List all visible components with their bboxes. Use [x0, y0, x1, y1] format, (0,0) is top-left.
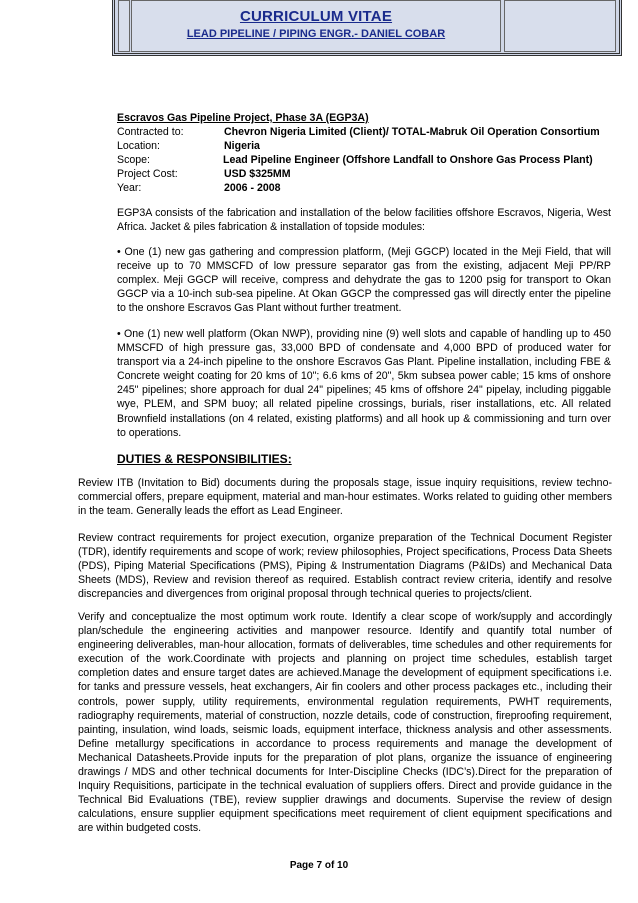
document-title: CURRICULUM VITAE — [239, 8, 393, 25]
field-value: Nigeria — [224, 140, 260, 152]
duties-paragraph-3: Verify and conceptualize the most optimum work route. Identify a clear scope of work/supply and accordingly plan/schedule the engineering activities and manpower resource. Identify and quantify total number of engineering deliverables, man-hour allocation, formats of deliverables, time schedules and other requirements for execution of the work.Coordinate with projects and planning on project time schedules, establish target completion dates and ensure target dates are achieved.Manage the development of equipment specifications i.e. for tanks and pressure vessels, heat exchangers, Air fin coolers and other process packages etc., including their controls, power supply, utility requirements, environmental regulation requirements, PWHT requirements, radiography requirements, material of construction, nozzle details, code of construction, fireproofing requirement, painting, insulation, wind loads, seismic loads, equipment interface, thickness analysis and other assessments. Define metallurgy specifications in accordance to process requirements and manage the development of Mechanical Datasheets.Provide inputs for the preparation of plot plans, organize the issuance of engineering drawings / MDS and other technical documents for Inter-Discipline Checks (IDC’s).Direct for the preparation of Inquiry Requisitions, participate in the technical evaluation of suppliers offers. Direct and provide guidance in the Technical Bid Evaluations (TBE), review supplier drawings and documents. Supervise the review of design calculations, ensure supplier equipment specifications meet requirement of client equipment specifications and are within budgeted costs. — [78, 611, 612, 835]
header-title-cell — [131, 0, 501, 52]
field-value: Chevron Nigeria Limited (Client)/ TOTAL-Mabruk Oil Operation Consortium — [224, 126, 600, 138]
cv-header — [112, 0, 622, 56]
project-title: Escravos Gas Pipeline Project, Phase 3A (EGP3A) — [117, 112, 369, 124]
duties-paragraph-2: Review contract requirements for project execution, organize preparation of the Technical Document Register (TDR), identify requirements and scope of work; review philosophies, Project specifications, Process Data Sheets (PDS), Piping Material Specifications (PMS), Piping & Instrumentation Diagrams (P&IDs) and Mechanical Data Sheets (MDS), Review and revision thereof as required. Establish contract review criteria, identify and resolve discrepancies and divergences from original proposal through technical queries to projects/client. — [78, 532, 612, 601]
field-value: Lead Pipeline Engineer (Offshore Landfall to Onshore Gas Process Plant) — [223, 154, 593, 166]
field-label: Project Cost: — [117, 168, 178, 180]
field-value: USD $325MM — [224, 168, 291, 180]
header-right-cell — [504, 0, 616, 52]
page-number: Page 7 of 10 — [289, 860, 349, 871]
header-left-cell — [118, 0, 130, 52]
field-label: Contracted to: — [117, 126, 184, 138]
project-intro: EGP3A consists of the fabrication and installation of the below facilities offshore Escravos, Nigeria, West Africa. Jacket & piles fabrication & installation of topside modules: — [117, 207, 611, 234]
field-label: Year: — [117, 182, 142, 194]
duties-heading: DUTIES & RESPONSIBILITIES: — [117, 452, 292, 466]
project-bullet-1: • One (1) new gas gathering and compression platform, (Meji GGCP) located in the Meji Field, that will receive up to 70 MMSCFD of low pressure separator gas from the existing, adjacent Meji PP/RP complex. Meji GGCP will receive, compress and dehydrate the gas to 1200 psig for transport to Okan GGCP via a 10-inch sub-sea pipeline. At Okan GGCP the compressed gas will directly enter the pipeline to the onshore Escravos Gas Plant without further treatment. — [117, 246, 611, 315]
duties-paragraph-1: Review ITB (Invitation to Bid) documents during the proposals stage, issue inquiry requisitions, review techno-commercial offers, prepare equipment, material and man-hour estimates. Works related to guiding other members in the team. Generally leads the effort as Lead Engineer. — [78, 477, 612, 518]
field-label: Scope: — [117, 154, 150, 166]
field-value: 2006 - 2008 — [224, 182, 281, 194]
field-label: Location: — [117, 140, 160, 152]
project-bullet-2: • One (1) new well platform (Okan NWP), providing nine (9) well slots and capable of handling up to 450 MMSCFD of high pressure gas, 33,000 BPD of condensate and 4,000 BPD of produced water for transport via a 24-inch pipeline to the onshore Escravos Gas Plant. Pipeline installation, including FBE & Concrete weight coating for 20 kms of 10"; 6.6 kms of 20", 5km subsea power cable; 15 kms of onshore 245" pipelines; shore approach for dual 24" pipelines; 45 kms of offshore 24" pipelay, including piggable wye, PLEM, and SPM buoy; all related pipeline crossings, burials, riser installations, etc. All related Brownfield installations (on 4 related, existing platforms) and all hook up & commissioning and turn over to operations. — [117, 328, 611, 439]
document-subtitle: LEAD PIPELINE / PIPING ENGR.- DANIEL COBAR — [186, 28, 446, 40]
